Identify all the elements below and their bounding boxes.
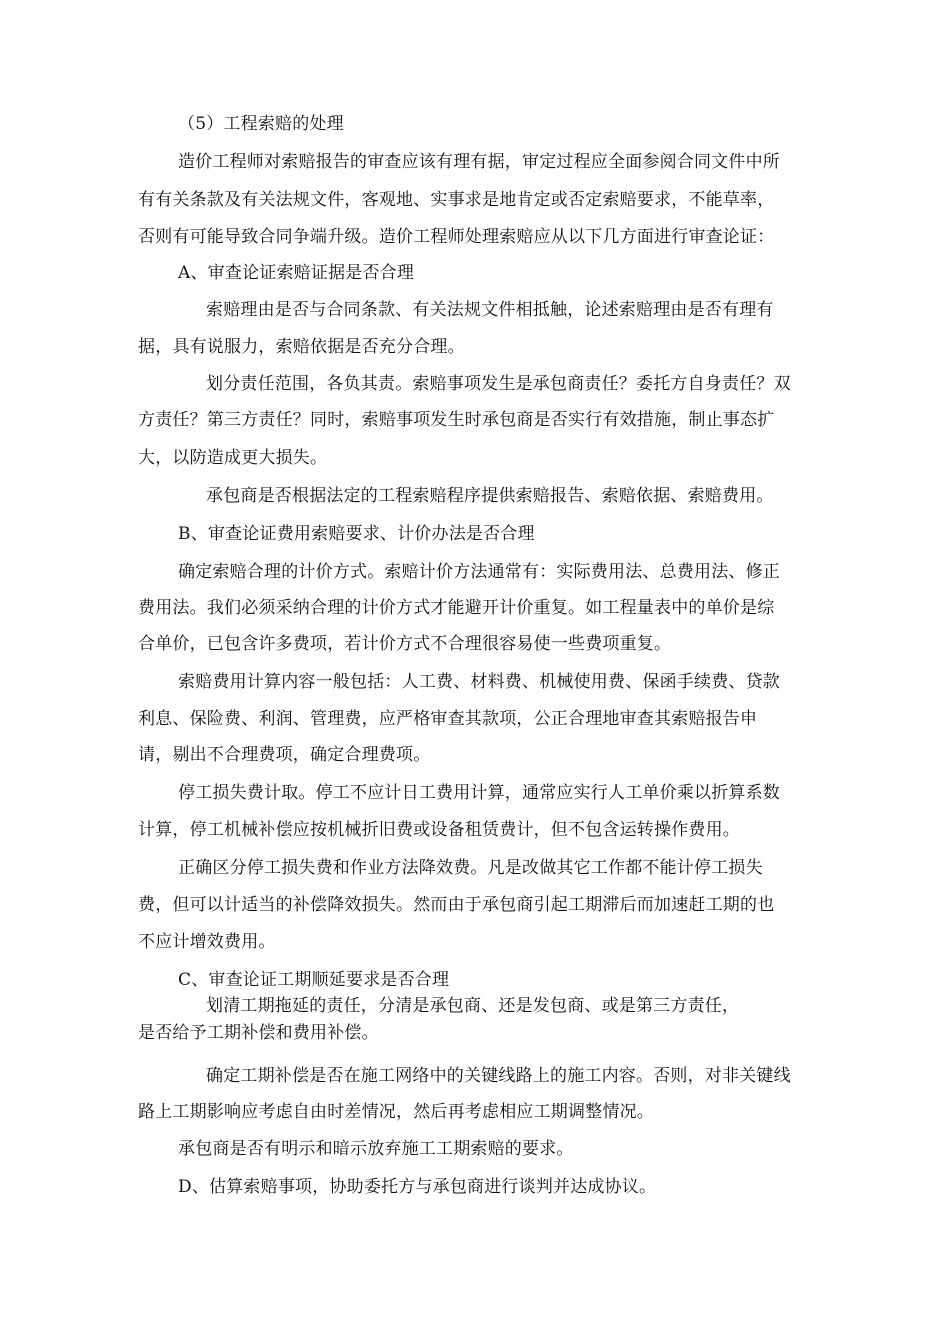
paragraph-line: 否则有可能导致合同争端升级。造价工程师处理索赔应从以下几方面进行审查论证：: [138, 227, 775, 247]
paragraph-line: 是否给予工期补偿和费用补偿。: [138, 1023, 379, 1043]
paragraph-line: 正确区分停工损失费和作业方法降效费。凡是改做其它工作都不能计停工损失: [178, 858, 763, 878]
paragraph-line: 停工损失费计取。停工不应计日工费用计算，通常应实行人工单价乘以折算系数: [178, 783, 780, 803]
paragraph-line: 承包商是否根据法定的工程索赔程序提供索赔报告、索赔依据、索赔费用。: [206, 486, 774, 506]
subheading-a: A、审查论证索赔证据是否合理: [178, 263, 415, 283]
paragraph-line: 据，具有说服力，索赔依据是否充分合理。: [138, 337, 465, 357]
section-heading: （5）工程索赔的处理: [178, 114, 344, 134]
paragraph-line: 方责任？第三方责任？同时，索赔事项发生时承包商是否实行有效措施，制止事态扩: [138, 410, 775, 430]
paragraph-line: 费用法。我们必须采纳合理的计价方式才能避开计价重复。如工程量表中的单价是综: [138, 598, 775, 618]
paragraph-line: 费，但可以计适当的补偿降效损失。然而由于承包商引起工期滞后而加速赶工期的也: [138, 895, 775, 915]
paragraph-line: 大，以防造成更大损失。: [138, 448, 328, 468]
paragraph-line: 利息、保险费、利润、管理费，应严格审查其款项，公正合理地审查其索赔报告申: [138, 709, 758, 729]
paragraph-line: 有有关条款及有关法规文件，客观地、实事求是地肯定或否定索赔要求，不能草率，: [138, 190, 775, 210]
paragraph-line: 计算，停工机械补偿应按机械折旧费或设备租赁费计，但不包含运转操作费用。: [138, 820, 740, 840]
paragraph-line: 路上工期影响应考虑自由时差情况，然后再考虑相应工期调整情况。: [138, 1102, 654, 1122]
paragraph-line: 划分责任范围，各负其责。索赔事项发生是承包商责任？委托方自身责任？双: [206, 374, 791, 394]
paragraph-line: 请，剔出不合理费项，确定合理费项。: [138, 745, 431, 765]
paragraph-line: 不应计增效费用。: [138, 932, 276, 952]
paragraph-line: 合单价，已包含许多费项，若计价方式不合理很容易使一些费项重复。: [138, 634, 672, 654]
paragraph-line: 索赔费用计算内容一般包括：人工费、材料费、机械使用费、保函手续费、贷款: [178, 672, 780, 692]
paragraph-line: 索赔理由是否与合同条款、有关法规文件相抵触，论述索赔理由是否有理有: [206, 300, 774, 320]
subheading-c: C、审查论证工期顺延要求是否合理: [178, 970, 450, 990]
subheading-d: D、估算索赔事项，协助委托方与承包商进行谈判并达成协议。: [178, 1177, 657, 1197]
paragraph-line: 划清工期拖延的责任，分清是承包商、还是发包商、或是第三方责任，: [206, 996, 740, 1016]
paragraph-line: 承包商是否有明示和暗示放弃施工工期索赔的要求。: [178, 1139, 574, 1159]
subheading-b: B、审查论证费用索赔要求、计价办法是否合理: [178, 524, 535, 544]
paragraph-line: 确定索赔合理的计价方式。索赔计价方法通常有：实际费用法、总费用法、修正: [178, 562, 780, 582]
paragraph-line: 确定工期补偿是否在施工网络中的关键线路上的施工内容。否则，对非关键线: [206, 1066, 791, 1086]
paragraph-line: 造价工程师对索赔报告的审查应该有理有据，审定过程应全面参阅合同文件中所: [178, 152, 780, 172]
